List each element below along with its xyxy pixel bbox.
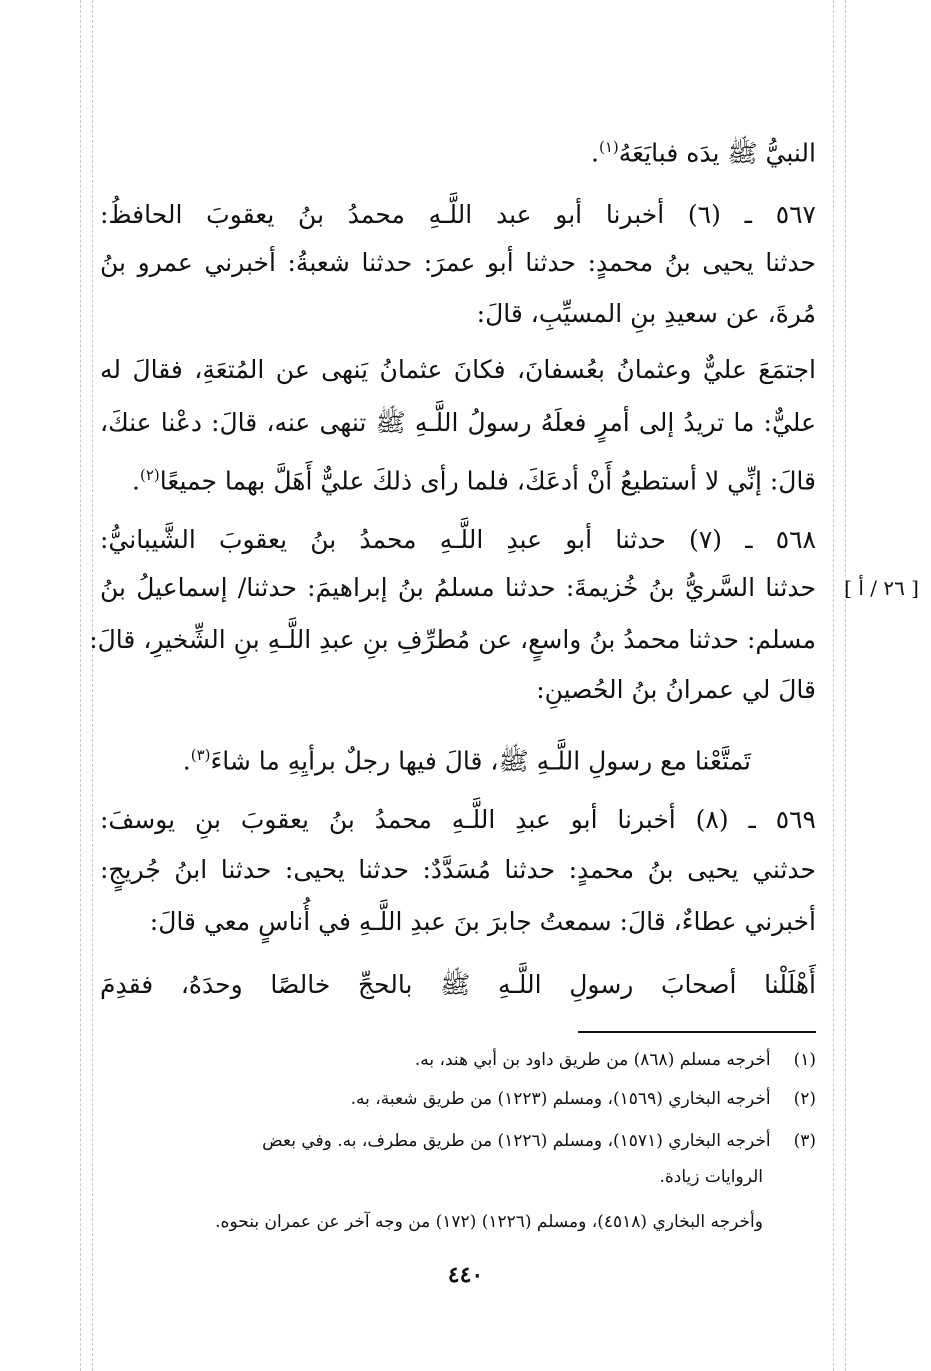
text-line [150,902,816,942]
footnote-3-continued [659,1163,763,1191]
line-text: ٥٦٩ ـ (٨) أخبرنا أبو عبدِ اللَّـهِ محمدُ بنُ يعقوبَ بنِ يوسفَ: [100,805,816,834]
text-line [100,350,816,390]
text-line [591,127,816,167]
line-text: مُرةَ، عن سعيدِ بنِ المسيِّبِ، قالَ: [476,299,816,328]
text-line [100,243,816,283]
line-text: حدثني يحيى بنُ محمدٍ: حدثنا مُسَدَّدٌ: حدثنا يحيى: حدثنا ابنُ جُريجٍ: [100,855,816,884]
text-line [100,403,816,443]
footnote-text: الروايات زيادة. [659,1167,763,1187]
footnote-1 [415,1046,816,1074]
line-text: حدثنا السَّريُّ بنُ خُزيمةَ: حدثنا مسلمُ بنُ إبراهيمَ: حدثنا/ إسماعيلُ بنُ [100,573,816,602]
manuscript-folio-ref: [ ٢٦ / أ ] [844,576,919,600]
line-text: مسلم: حدثنا محمدُ بنُ واسعٍ، عن مُطرِّفِ بنِ عبدِ اللَّـهِ بنِ الشِّخيرِ، قالَ: [89,625,816,654]
footnote-text: أخرجه مسلم (٨٦٨) من طريق داود بن أبي هند، به. [414,1050,771,1070]
footnote-text: وأخرجه البخاري (٤٥١٨)، ومسلم (١٢٢٦) (١٧٢) من وجه آخر عن عمران بنحوه. [215,1212,763,1232]
footnote-ref: (١) [598,138,619,156]
line-end-punct: . [132,466,140,496]
text-line [89,620,816,660]
line-end-punct: . [182,746,191,776]
footnote-number: (٣) [793,1131,816,1151]
line-text: قالَ: إنِّي لا أستطيعُ أَنْ أدعَكَ، فلما رأى ذلكَ عليٌّ أَهَلَّ بهما جميعًا [159,466,816,496]
line-text: تَمتَّعْنا مع رسولِ اللَّـهِ ﷺ، قالَ فيها رجلٌ برأيِهِ ما شاءَ [210,746,751,776]
text-line [536,670,816,710]
page-number: ٤٤٠ [447,1262,484,1288]
text-line [100,850,816,890]
scan-guide-line [80,0,81,1371]
footnote-number: (١) [793,1050,816,1070]
line-text: أخبرني عطاءٌ، قالَ: سمعتُ جابرَ بنَ عبدِ اللَّـهِ في أُناسٍ معي قالَ: [149,907,816,936]
line-text: حدثنا يحيى بنُ محمدٍ: حدثنا أبو عمرَ: حدثنا شعبةُ: أخبرني عمرو بنُ [100,248,816,277]
line-text: اجتمَعَ عليٌّ وعثمانُ بعُسفانَ، فكانَ عثمانُ يَنهى عن المُتعَةِ، فقالَ له [100,355,816,384]
text-line [477,294,816,334]
scan-guide-line [92,0,93,1371]
footnote-3 [262,1127,816,1155]
line-end-punct: . [591,138,599,168]
text-line [100,965,816,1005]
footnote-ref: (٣) [190,746,211,764]
text-line [183,735,751,775]
line-text: أَهْلَلْنا أصحابَ رسولِ اللَّـهِ ﷺ بالحجِّ خالصًا وحدَهُ، فقدِمَ [100,970,816,999]
line-text: قالَ لي عمرانُ بنُ الحُصينِ: [536,675,816,704]
line-text: ٥٦٨ ـ (٧) حدثنا أبو عبدِ اللَّـهِ محمدُ بنُ يعقوبَ الشَّيبانيُّ: [100,525,816,554]
scan-guide-line [833,0,834,1371]
footnote-text: أخرجه البخاري (١٥٦٩)، ومسلم (١٢٢٣) من طريق شعبة، به. [350,1089,771,1109]
text-line [132,455,816,495]
line-text: عليٌّ: ما تريدُ إلى أمرٍ فعلَهُ رسولُ اللَّـهِ ﷺ تنهى عنه، قالَ: دعْنا عنكَ، [100,408,816,437]
line-text: النبيُّ ﷺ يدَه فبايَعَهُ [618,138,816,168]
text-line [100,568,816,608]
line-text: ٥٦٧ ـ (٦) أخبرنا أبو عبد اللَّـهِ محمدُ بنُ يعقوبَ الحافظُ: [100,200,816,229]
scan-guide-line [845,0,846,1371]
footnote-text: أخرجه البخاري (١٥٧١)، ومسلم (١٢٢٦) من طريق مطرف، به. وفي بعض [262,1131,771,1151]
footnote-3-extra [215,1208,763,1236]
hadith-568-heading [100,520,816,560]
footnote-separator [578,1031,816,1033]
hadith-569-heading [100,800,816,840]
footnote-number: (٢) [793,1089,816,1109]
hadith-567-heading [100,195,816,235]
footnote-2 [351,1085,816,1113]
footnote-ref: (٢) [139,466,160,484]
